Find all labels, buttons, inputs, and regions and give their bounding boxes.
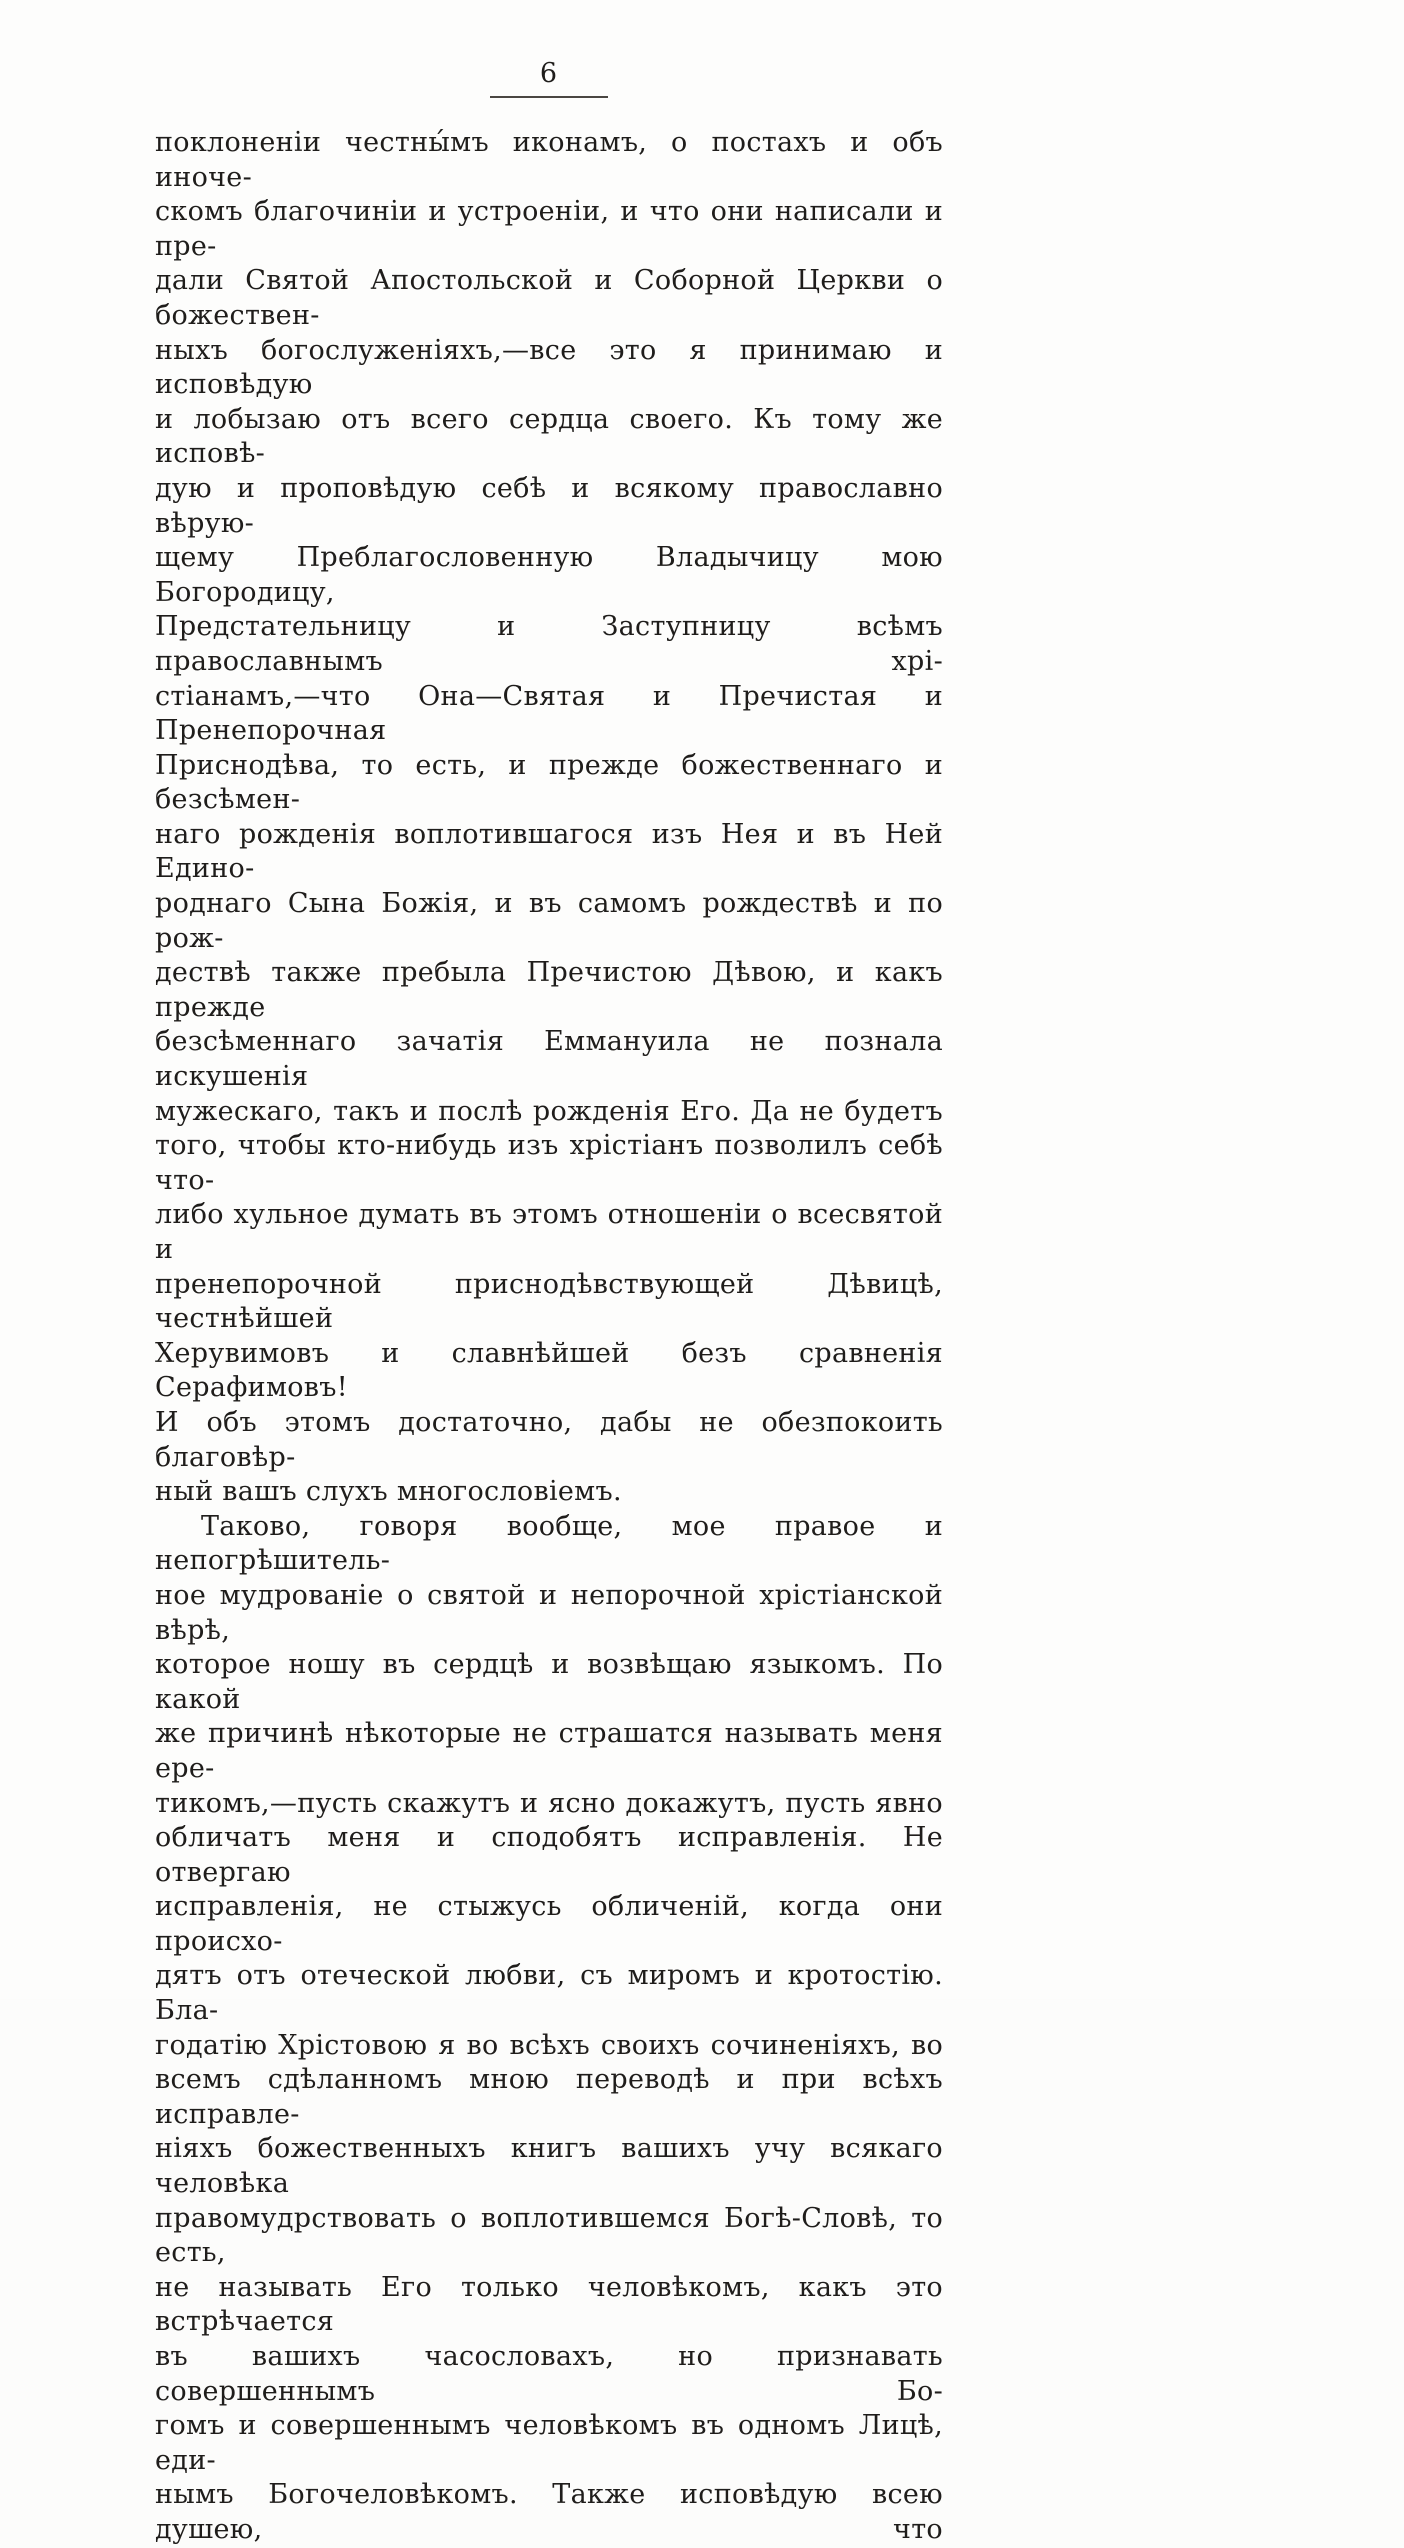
text-line: нымъ Богочеловѣкомъ. Также исповѣдую всею душею, что	[155, 2479, 943, 2545]
text-line: обличатъ меня и сподобятъ исправленія. Не отвергаю	[155, 1822, 943, 1888]
text-line: щему Преблагословенную Владычицу мою Богородицу,	[155, 542, 943, 608]
text-line: дали Святой Апостольской и Соборной Церкви о божествен-	[155, 265, 943, 331]
text-line: либо хульное думать въ этомъ отношеніи о всесвятой и	[155, 1199, 943, 1265]
page-header	[155, 58, 943, 98]
text-line: мужескаго, такъ и послѣ рожденія Его. Да не будетъ	[155, 1095, 943, 1127]
text-line: же причинѣ нѣкоторые не страшатся называть меня ере-	[155, 1718, 943, 1784]
text-block	[155, 126, 943, 2548]
text-line: въ вашихъ часословахъ, но признавать совершеннымъ Бо-	[155, 2341, 943, 2407]
text-line: ный вашъ слухъ многословіемъ.	[155, 1476, 622, 1508]
page-number: 6	[539, 58, 559, 89]
text-line: всемъ сдѣланномъ мною переводѣ и при всѣхъ исправле-	[155, 2064, 943, 2130]
paragraph-1	[155, 126, 943, 1510]
text-line: ніяхъ божественныхъ книгъ вашихъ учу всякаго человѣка	[155, 2133, 943, 2200]
text-line: роднаго Сына Божія, и въ самомъ рождествѣ и по рож-	[155, 888, 943, 954]
text-line: которое ношу въ сердцѣ и возвѣщаю языкомъ. По какой	[155, 1649, 943, 1715]
text-line: И объ этомъ достаточно, дабы не обезпокоить благовѣр-	[155, 1406, 943, 1473]
text-line: Предстательницу и Заступницу всѣмъ православнымъ хрі-	[155, 611, 943, 677]
text-line: безсѣменнаго зачатія Еммануила не познала искушенія	[155, 1026, 943, 1093]
text-line: поклоненіи честны́мъ иконамъ, о постахъ и объ иноче-	[155, 127, 943, 193]
text-line: дятъ отъ отеческой любви, съ миромъ и кротостію. Бла-	[155, 1960, 943, 2027]
text-line: и лобызаю отъ всего сердца своего. Къ тому же исповѣ-	[155, 403, 943, 470]
text-line: тикомъ,—пусть скажутъ и ясно докажутъ, пусть явно	[155, 1787, 943, 1819]
text-line: исправленія, не стыжусь обличеній, когда они происхо-	[155, 1891, 943, 1957]
text-line: стіанамъ,—что Она—Святая и Пречистая и Пренепорочная	[155, 680, 943, 747]
text-line: наго рожденія воплотившагося изъ Нея и въ Ней Едино-	[155, 818, 943, 885]
text-line: того, чтобы кто-нибудь изъ хрістіанъ позволилъ себѣ что-	[155, 1130, 943, 1196]
paragraph-2	[155, 1510, 943, 2548]
text-line: не называть Его только человѣкомъ, какъ это встрѣчается	[155, 2271, 943, 2338]
text-line: Приснодѣва, то есть, и прежде божественнаго и безсѣмен-	[155, 749, 943, 816]
text-line: скомъ благочиніи и устроеніи, и что они написали и пре-	[155, 196, 943, 262]
text-line: ныхъ богослуженіяхъ,—все это я принимаю и исповѣдую	[155, 334, 943, 401]
text-line: правомудрствовать о воплотившемся Богѣ-Словѣ, то есть,	[155, 2202, 943, 2269]
text-line: ное мудрованіе о святой и непорочной хрістіанской вѣрѣ,	[155, 1579, 943, 1646]
text-line: Херувимовъ и славнѣйшей безъ сравненія Серафимовъ!	[155, 1337, 943, 1404]
text-line: Таково, говоря вообще, мое правое и непогрѣшитель-	[155, 1510, 943, 1577]
text-line: дую и проповѣдую себѣ и всякому православно вѣрую-	[155, 472, 943, 539]
text-line: дествѣ также пребыла Пречистою Дѣвою, и какъ прежде	[155, 957, 943, 1023]
text-line: пренепорочной приснодѣвствующей Дѣвицѣ, честнѣйшей	[155, 1268, 943, 1335]
text-line: годатію Хрістовою я во всѣхъ своихъ сочиненіяхъ, во	[155, 2029, 943, 2061]
header-rule	[490, 96, 608, 98]
text-line: гомъ и совершеннымъ человѣкомъ въ одномъ Лицѣ, еди-	[155, 2410, 943, 2476]
